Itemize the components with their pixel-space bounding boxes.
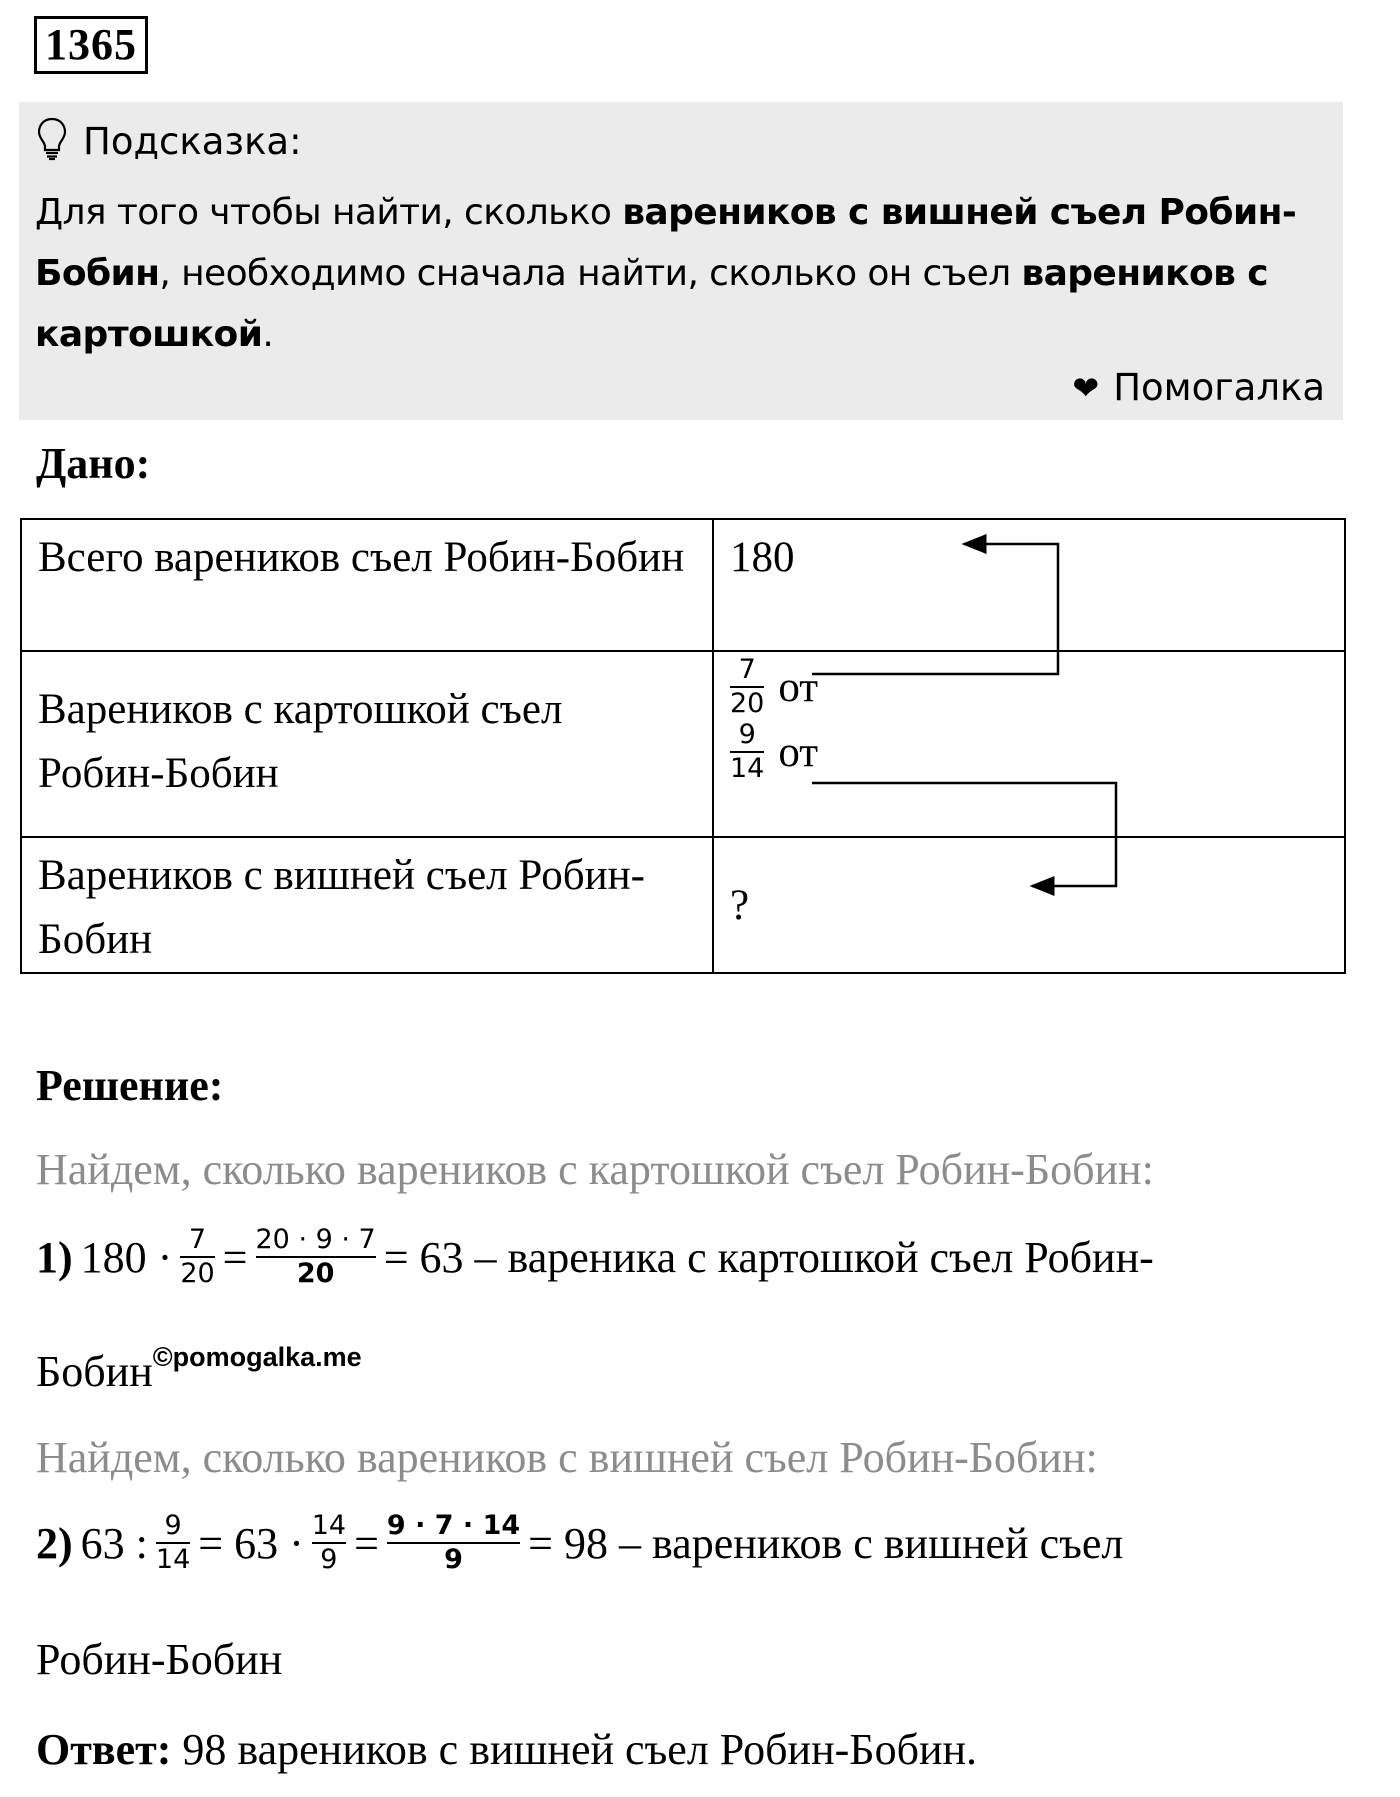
fraction: $\frac{9 \cdot 7 \cdot 14}{9}$ (386, 1510, 521, 1576)
fraction: $\frac{14}{9}$ (311, 1510, 347, 1576)
row-label: Вареников с вишней съел Робин-Бобин (21, 837, 713, 973)
fraction: $\frac{9}{14}$ (730, 718, 765, 785)
fraction: $\frac{7}{20}$ (730, 654, 765, 720)
brand-label: ❤ Помогалка (1072, 366, 1325, 409)
step1-continuation: Бобин$^{©pomogalka.me}$ (36, 1342, 362, 1396)
fraction: $\frac{9}{14}$ (155, 1510, 191, 1576)
answer-label: Ответ: (36, 1725, 172, 1774)
row-value: $\frac{7}{20}$ от $\frac{9}{14}$ от (713, 651, 1345, 837)
row-value: 180 (713, 519, 1345, 651)
hint-text: Для того чтобы найти, сколько вареников с вишней съел Робин-Бобин, необходимо сначала найти, сколько он съел вареников с картошкой. (35, 192, 1297, 355)
arrow-to-180 (812, 544, 1058, 674)
heart-icon: ❤ (1072, 368, 1100, 407)
step2-equation: 2) 63 : $\frac{9}{14}$ = 63 · $\frac{14}{9}$ = $\frac{9 \cdot 7 \cdot 14}{9}$ = 98 – вареников с вишней съел (36, 1510, 1124, 1576)
step2-intro: Найдем, сколько вареников с вишней съел Робин-Бобин: (36, 1433, 1098, 1482)
solution-title: Решение: (36, 1061, 224, 1110)
hint-title: Подсказка: (83, 119, 302, 163)
arrow-to-question (812, 783, 1116, 886)
problem-number: 1365 (34, 16, 148, 74)
answer-text: 98 вареников с вишней съел Робин-Бобин. (171, 1725, 978, 1774)
step1-equation: 1) 180 · $\frac{7}{20}$ = $\frac{20 \cdot 9 \cdot 7}{20}$ = 63 – вареника с картошкой съел Робин- (36, 1224, 1154, 1290)
fraction: $\frac{20 \cdot 9 \cdot 7}{20}$ (255, 1224, 376, 1290)
answer (36, 1724, 977, 1775)
step2-continuation: Робин-Бобин (36, 1635, 283, 1684)
row-label: Вареников с картошкой съел Робин-Бобин (21, 651, 713, 837)
row-label: Всего вареников съел Робин-Бобин (21, 519, 713, 651)
fraction: $\frac{7}{20}$ (180, 1224, 215, 1290)
watermark: ©pomogalka.me (152, 1342, 362, 1372)
row-value: ? (713, 837, 1345, 973)
given-title: Дано: (36, 439, 151, 488)
step1-intro: Найдем, сколько вареников с картошкой съел Робин-Бобин: (36, 1145, 1154, 1194)
